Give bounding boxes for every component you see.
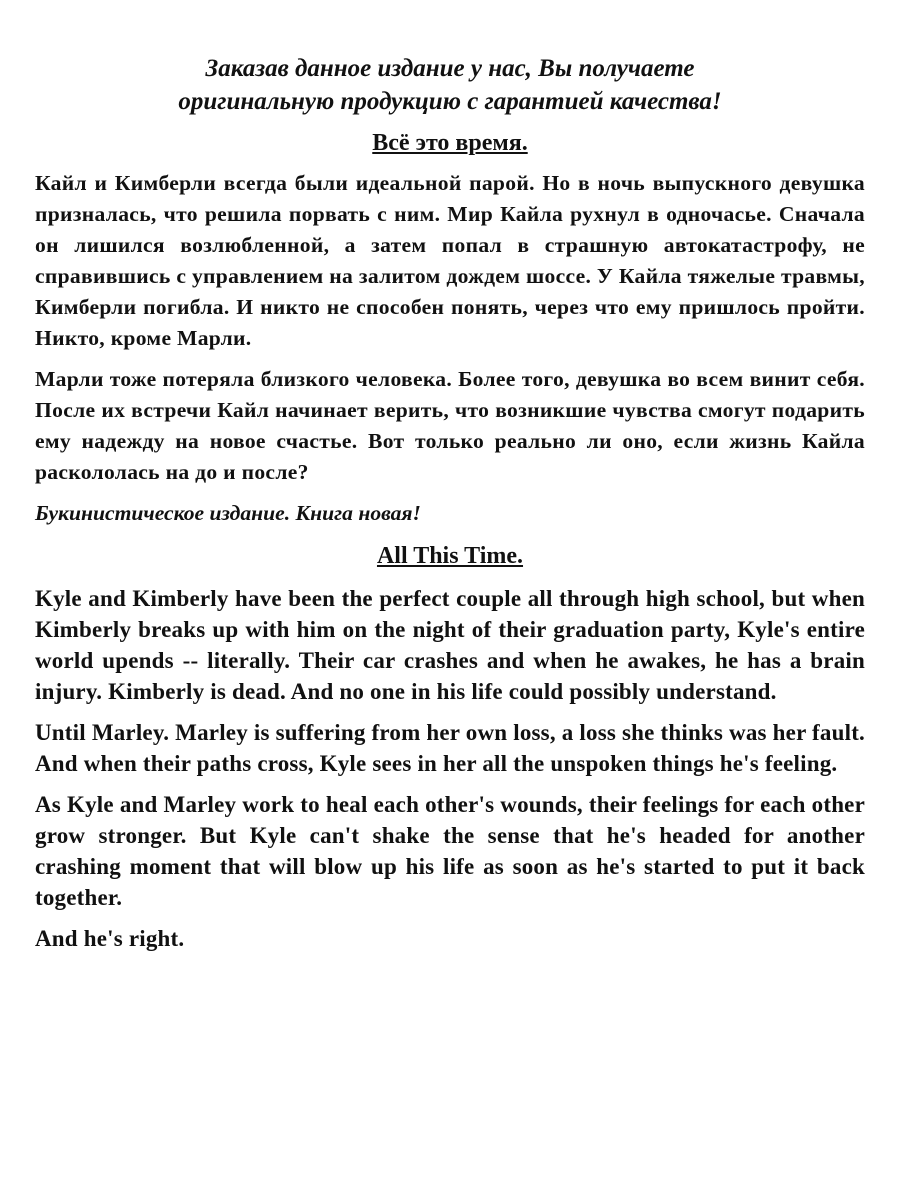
- english-paragraph-4: And he's right.: [35, 926, 185, 951]
- russian-description: [35, 128, 865, 529]
- russian-title: Всё это время.: [372, 130, 528, 156]
- english-description: [35, 541, 865, 954]
- promo-line-1: Заказав данное издание у нас, Вы получаете: [205, 55, 695, 82]
- promo-text: [35, 52, 865, 118]
- russian-paragraph-1: Кайл и Кимберли всегда были идеальной парой. Но в ночь выпускного девушка призналась, что решила порвать с ним. Мир Кайла рухнул в одночасье. Сначала он лишился возлюбленной, а затем попал в страшную автокатастрофу, не справившись с управлением на залитом дождем шоссе. У Кайла тяжелые травмы, Кимберли погибла. И никто не способен понять, через что ему пришлось пройти. Никто, кроме Марли.: [35, 171, 865, 350]
- edition-note: Букинистическое издание. Книга новая!: [35, 501, 421, 525]
- page-content: [35, 52, 865, 954]
- english-paragraph-3: As Kyle and Marley work to heal each other's wounds, their feelings for each other grow stronger. But Kyle can't shake the sense that he's headed for another crashing moment that will blow up his life as soon as he's started to put it back together.: [35, 792, 865, 910]
- russian-paragraph-2: Марли тоже потеряла близкого человека. Более того, девушка во всем винит себя. После их встречи Кайл начинает верить, что возникшие чувства смогут подарить ему надежду на новое счастье. Вот только реально ли оно, если жизнь Кайла раскололась на до и после?: [35, 367, 865, 484]
- promo-line-2: оригинальную продукцию с гарантией качества!: [178, 88, 722, 115]
- english-paragraph-2: Until Marley. Marley is suffering from her own loss, a loss she thinks was her fault. And when their paths cross, Kyle sees in her all the unspoken things he's feeling.: [35, 720, 865, 776]
- english-title: All This Time.: [376, 543, 524, 569]
- english-paragraph-1: Kyle and Kimberly have been the perfect couple all through high school, but when Kimberly breaks up with him on the night of their graduation party, Kyle's entire world upends -- literally. Their car crashes and when he awakes, he has a brain injury. Kimberly is dead. And no one in his life could possibly understand.: [35, 586, 865, 704]
